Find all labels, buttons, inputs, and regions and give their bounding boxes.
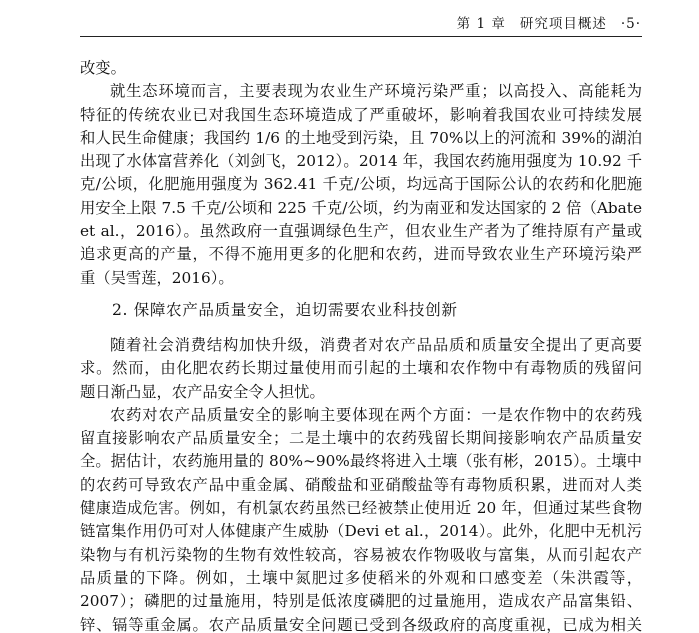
- text-line: 和人民生命健康；我国约 1/6 的土地受到污染，且 70%以上的河流和 39%的湖泊: [80, 128, 642, 147]
- text-line: 链富集作用仍可对人体健康产生威胁（Devi et al.，2014）。此外，化肥中无机污: [80, 522, 642, 541]
- body-text: [80, 57, 642, 633]
- text-line: 克/公顷，化肥施用强度为 362.41 千克/公顷，均远高于国际公认的农药和化肥施: [80, 175, 642, 194]
- text-line: 农药对农产品质量安全的影响主要体现在两个方面：一是农作物中的农药残: [110, 405, 642, 424]
- text-line: 随着社会消费结构加快升级，消费者对农产品品质和质量安全提出了更高要: [110, 335, 642, 354]
- text-line: 改变。: [80, 59, 126, 77]
- text-line: 出现了水体富营养化（刘剑飞，2012）。2014 年，我国农药施用强度为 10.92 千: [80, 152, 642, 171]
- running-header: [457, 12, 641, 32]
- text-line: 用安全上限 7.5 千克/公顷和 225 千克/公顷，约为南亚和发达国家的 2 倍（Abate: [80, 198, 642, 217]
- text-line: 就生态环境而言，主要表现为农业生产环境污染严重；以高投入、高能耗为: [110, 82, 642, 101]
- text-line: 健康造成危害。例如，有机氯农药虽然已经被禁止使用近 20 年，但通过某些食物: [80, 499, 642, 518]
- text-line: 染物与有机污染物的生物有效性较高，容易被农作物吸收与富集，从而引起农产: [80, 545, 642, 564]
- header-rule: [80, 36, 642, 37]
- text-line: 留直接影响农产品质量安全；二是土壤中的农药残留长期间接影响农产品质量安: [80, 429, 642, 448]
- paragraph: [80, 334, 642, 404]
- text-line: 求。然而，由化肥农药长期过量使用而引起的土壤和农作物中有毒物质的残留问: [80, 359, 642, 378]
- text-line: 重（吴雪莲，2016）。: [80, 268, 234, 287]
- chapter-title: 研究项目概述: [519, 16, 607, 32]
- paragraph: [80, 80, 642, 290]
- text-line: 全。据估计，农药施用量的 80%~90%最终将进入土壤（张有彬，2015）。土壤中: [80, 452, 642, 471]
- text-line: 2007）；磷肥的过量施用，特别是低浓度磷肥的过量施用，造成农产品富集铅、: [80, 592, 642, 611]
- text-line: 的农药可导致农产品中重金属、硝酸盐和亚硝酸盐等有毒物质积累，进而对人类: [80, 475, 642, 494]
- chapter-label: 第 1 章: [456, 16, 506, 32]
- text-line: 锌、镉等重金属。农产品质量安全问题已受到各级政府的高度重视，已成为相关: [80, 615, 642, 633]
- page-number: ·5·: [620, 16, 641, 32]
- section-heading: 2. 保障农产品质量安全，迫切需要农业科技创新: [112, 300, 458, 319]
- text-line: 品质量的下降。例如，土壤中氮肥过多使稻米的外观和口感变差（朱洪霞等，: [80, 568, 642, 587]
- text-line: 题日渐凸显，农产品安全令人担忧。: [80, 382, 325, 401]
- text-line: et al.，2016）。虽然政府一直强调绿色生产，但农业生产者为了维持原有产量或: [80, 222, 642, 241]
- text-line: 追求更高的产量，不得不施用更多的化肥和农药，进而导致农业生产环境污染严: [80, 245, 642, 264]
- paragraph: [80, 57, 642, 80]
- text-line: 特征的传统农业已对我国生态环境造成了严重破坏，影响着我国农业可持续发展: [80, 105, 642, 124]
- paragraph: [80, 404, 642, 633]
